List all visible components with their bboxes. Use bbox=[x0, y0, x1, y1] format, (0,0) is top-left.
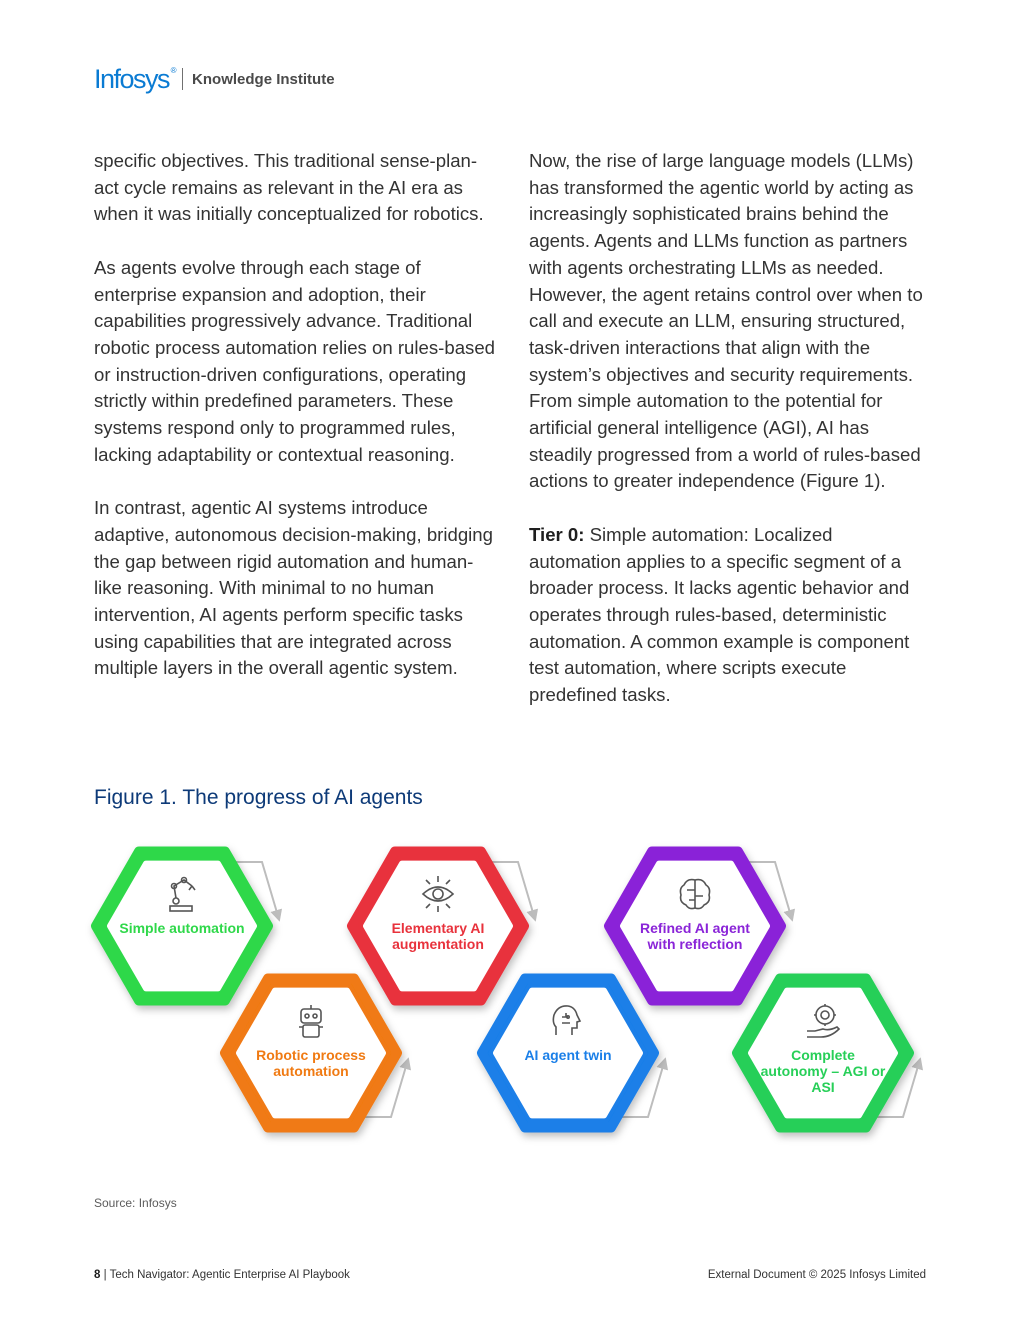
right-column bbox=[529, 148, 929, 735]
infosys-logo: Infosys ® bbox=[94, 63, 176, 94]
brain-icon bbox=[675, 874, 715, 914]
stage-robotic-process-automation bbox=[246, 1001, 376, 1079]
stage-label: Simple automation bbox=[119, 920, 245, 936]
paragraph: specific objectives. This traditional sense-plan-act cycle remains as relevant in the AI era as when it was initially conceptualized for robotics. bbox=[94, 150, 484, 225]
tier-paragraph bbox=[529, 522, 929, 709]
page-number: 8 bbox=[94, 1269, 101, 1281]
header-divider bbox=[182, 68, 183, 90]
left-column bbox=[94, 148, 499, 709]
figure-source: Source: Infosys bbox=[94, 1196, 177, 1210]
stage-ai-agent-twin bbox=[503, 1001, 633, 1063]
robot-arm-icon bbox=[162, 874, 202, 914]
document-title: Tech Navigator: Agentic Enterprise AI Playbook bbox=[109, 1269, 350, 1281]
tier-label: Tier 0: bbox=[529, 523, 585, 545]
twin-heads-icon bbox=[548, 1001, 588, 1041]
circuit-eye-icon bbox=[418, 874, 458, 914]
stage-label: Complete autonomy – AGI or ASI bbox=[760, 1047, 886, 1095]
figure-title: Figure 1. The progress of AI agents bbox=[94, 786, 423, 809]
robot-head-icon bbox=[291, 1001, 331, 1041]
hand-gear-icon bbox=[803, 1001, 843, 1041]
header-subtitle: Knowledge Institute bbox=[192, 70, 335, 88]
paragraph: In contrast, agentic AI systems introduce adaptive, autonomous decision-making, bridging the gap between rigid automation and human-like reasoning. With minimal to no human intervention, AI agents perform specific tasks using capabilities that are integrated across multiple layers in the overall agentic system. bbox=[94, 497, 493, 679]
stage-simple-automation bbox=[117, 874, 247, 936]
stage-complete-autonomy bbox=[758, 1001, 888, 1095]
page-header bbox=[94, 62, 335, 96]
figure-progress-of-ai-agents bbox=[90, 840, 930, 1160]
tier-text: Simple automation: Localized automation applies to a specific segment of a broader process. It lacks agentic behavior and operates through rules-based, deterministic automation. A common example is component test automation, where scripts execute predefined tasks. bbox=[529, 523, 910, 706]
stage-elementary-ai-augmentation bbox=[373, 874, 503, 952]
stage-label: AI agent twin bbox=[524, 1047, 612, 1063]
footer-separator: | bbox=[100, 1269, 110, 1281]
paragraph: Now, the rise of large language models (LLMs) has transformed the agentic world by acting as increasingly sophisticated brains behind the agents. Agents and LLMs function as partners with agents orchestrating LLMs as needed. However, the agent retains control over when to call and execute an LLM, ensuring structured, task-driven interactions that align with the system’s objectives and security requirements. From simple automation to the potential for artificial general intelligence (AGI), AI has steadily progressed from a world of rules-based actions to greater independence (Figure 1). bbox=[529, 150, 923, 492]
stage-label: Elementary AI augmentation bbox=[391, 920, 485, 952]
stage-label: Robotic process automation bbox=[256, 1047, 366, 1079]
stage-refined-ai-agent bbox=[630, 874, 760, 952]
footer-right: External Document © 2025 Infosys Limited bbox=[707, 1269, 926, 1281]
footer-left bbox=[94, 1269, 350, 1281]
paragraph: As agents evolve through each stage of enterprise expansion and adoption, their capabilities progressively advance. Traditional robotic process automation relies on rules-based or instruction-driven configurations, operating strictly within predefined parameters. These systems respond only to programmed rules, lacking adaptability or contextual reasoning. bbox=[94, 256, 496, 465]
stage-label: Refined AI agent with reflection bbox=[640, 920, 750, 952]
